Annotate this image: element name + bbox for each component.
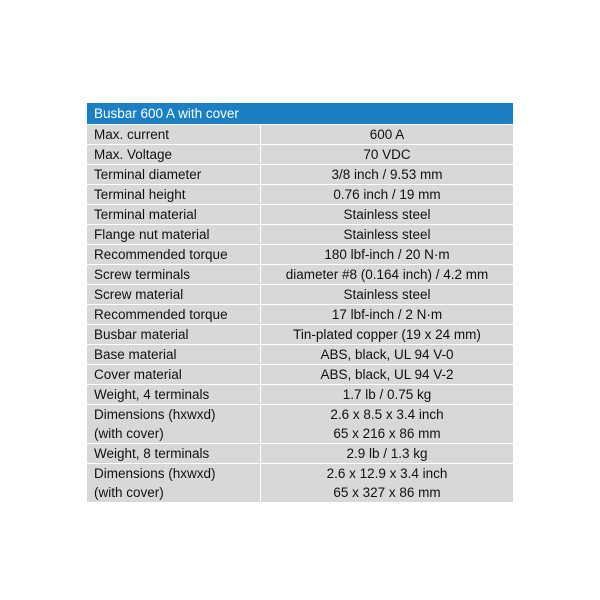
row-label-line: Max. Voltage: [94, 147, 173, 162]
row-label-line: Weight, 4 terminals: [94, 387, 210, 402]
row-label-line: Recommended torque: [94, 247, 228, 262]
row-value: [261, 325, 513, 344]
row-label: [87, 225, 261, 244]
row-value-line: 17 lbf-inch / 2 N·m: [331, 307, 443, 322]
row-value-line: Tin-plated copper (19 x 24 mm): [293, 327, 481, 342]
table-row: [87, 443, 513, 463]
row-label: [87, 185, 261, 204]
row-label-line: Base material: [94, 347, 177, 362]
row-value-line: 65 x 327 x 86 mm: [333, 485, 441, 500]
table-row: [87, 304, 513, 324]
row-value-line: 2.6 x 8.5 x 3.4 inch: [330, 407, 444, 422]
row-label-line: Terminal diameter: [94, 167, 202, 182]
spec-table: [87, 103, 513, 502]
row-label-line: (with cover): [94, 426, 164, 441]
table-row: [87, 184, 513, 204]
row-value: [261, 464, 513, 502]
row-label-line: Cover material: [94, 367, 182, 382]
table-title: Busbar 600 A with cover: [87, 103, 513, 124]
row-label: [87, 125, 261, 144]
row-label: [87, 464, 261, 502]
row-label: [87, 265, 261, 284]
row-value-line: 0.76 inch / 19 mm: [333, 187, 441, 202]
row-value-line: Stainless steel: [343, 227, 431, 242]
row-value-line: diameter #8 (0.164 inch) / 4.2 mm: [285, 267, 489, 282]
row-value-line: 600 A: [369, 127, 405, 142]
row-label: [87, 365, 261, 384]
table-row: [87, 124, 513, 144]
row-label: [87, 444, 261, 463]
table-row: [87, 224, 513, 244]
row-label-line: Dimensions (hxwxd): [94, 466, 216, 481]
row-label-line: Weight, 8 terminals: [94, 446, 210, 461]
row-value: [261, 165, 513, 184]
row-label-line: (with cover): [94, 485, 164, 500]
table-row: [87, 384, 513, 404]
row-label: [87, 325, 261, 344]
row-label: [87, 405, 261, 443]
table-row: [87, 204, 513, 224]
row-value-line: ABS, black, UL 94 V-0: [320, 347, 454, 362]
row-value-line: 70 VDC: [363, 147, 411, 162]
row-value: [261, 145, 513, 164]
row-value-line: 2.6 x 12.9 x 3.4 inch: [326, 466, 448, 481]
row-label-line: Busbar material: [94, 327, 189, 342]
row-value-line: 3/8 inch / 9.53 mm: [331, 167, 443, 182]
row-label: [87, 245, 261, 264]
row-value-line: 180 lbf-inch / 20 N·m: [324, 247, 450, 262]
row-label-line: Max. current: [94, 127, 170, 142]
row-value: [261, 305, 513, 324]
row-label: [87, 305, 261, 324]
table-row: [87, 364, 513, 384]
table-row: [87, 244, 513, 264]
row-value: [261, 345, 513, 364]
row-value: [261, 285, 513, 304]
row-value: [261, 125, 513, 144]
table-body: [87, 124, 513, 502]
row-label: [87, 165, 261, 184]
row-value: [261, 265, 513, 284]
row-value: [261, 444, 513, 463]
table-row: [87, 164, 513, 184]
row-label-line: Screw terminals: [94, 267, 191, 282]
row-value-line: ABS, black, UL 94 V-2: [320, 367, 454, 382]
row-label: [87, 285, 261, 304]
row-value: [261, 245, 513, 264]
row-value-line: 1.7 lb / 0.75 kg: [342, 387, 432, 402]
row-label-line: Terminal material: [94, 207, 197, 222]
table-row: [87, 463, 513, 502]
row-value: [261, 385, 513, 404]
row-value-line: Stainless steel: [343, 287, 431, 302]
table-row: [87, 404, 513, 443]
table-row: [87, 144, 513, 164]
row-label: [87, 385, 261, 404]
table-row: [87, 324, 513, 344]
row-value-line: Stainless steel: [343, 207, 431, 222]
row-label: [87, 205, 261, 224]
table-row: [87, 264, 513, 284]
row-value-line: 65 x 216 x 86 mm: [333, 426, 441, 441]
row-value: [261, 205, 513, 224]
row-label-line: Screw material: [94, 287, 184, 302]
row-value: [261, 225, 513, 244]
row-value: [261, 405, 513, 443]
table-row: [87, 344, 513, 364]
row-value: [261, 365, 513, 384]
row-label-line: Recommended torque: [94, 307, 228, 322]
row-label-line: Terminal height: [94, 187, 186, 202]
row-value: [261, 185, 513, 204]
row-label: [87, 145, 261, 164]
row-label-line: Flange nut material: [94, 227, 210, 242]
row-value-line: 2.9 lb / 1.3 kg: [346, 446, 428, 461]
row-label: [87, 345, 261, 364]
row-label-line: Dimensions (hxwxd): [94, 407, 216, 422]
table-row: [87, 284, 513, 304]
